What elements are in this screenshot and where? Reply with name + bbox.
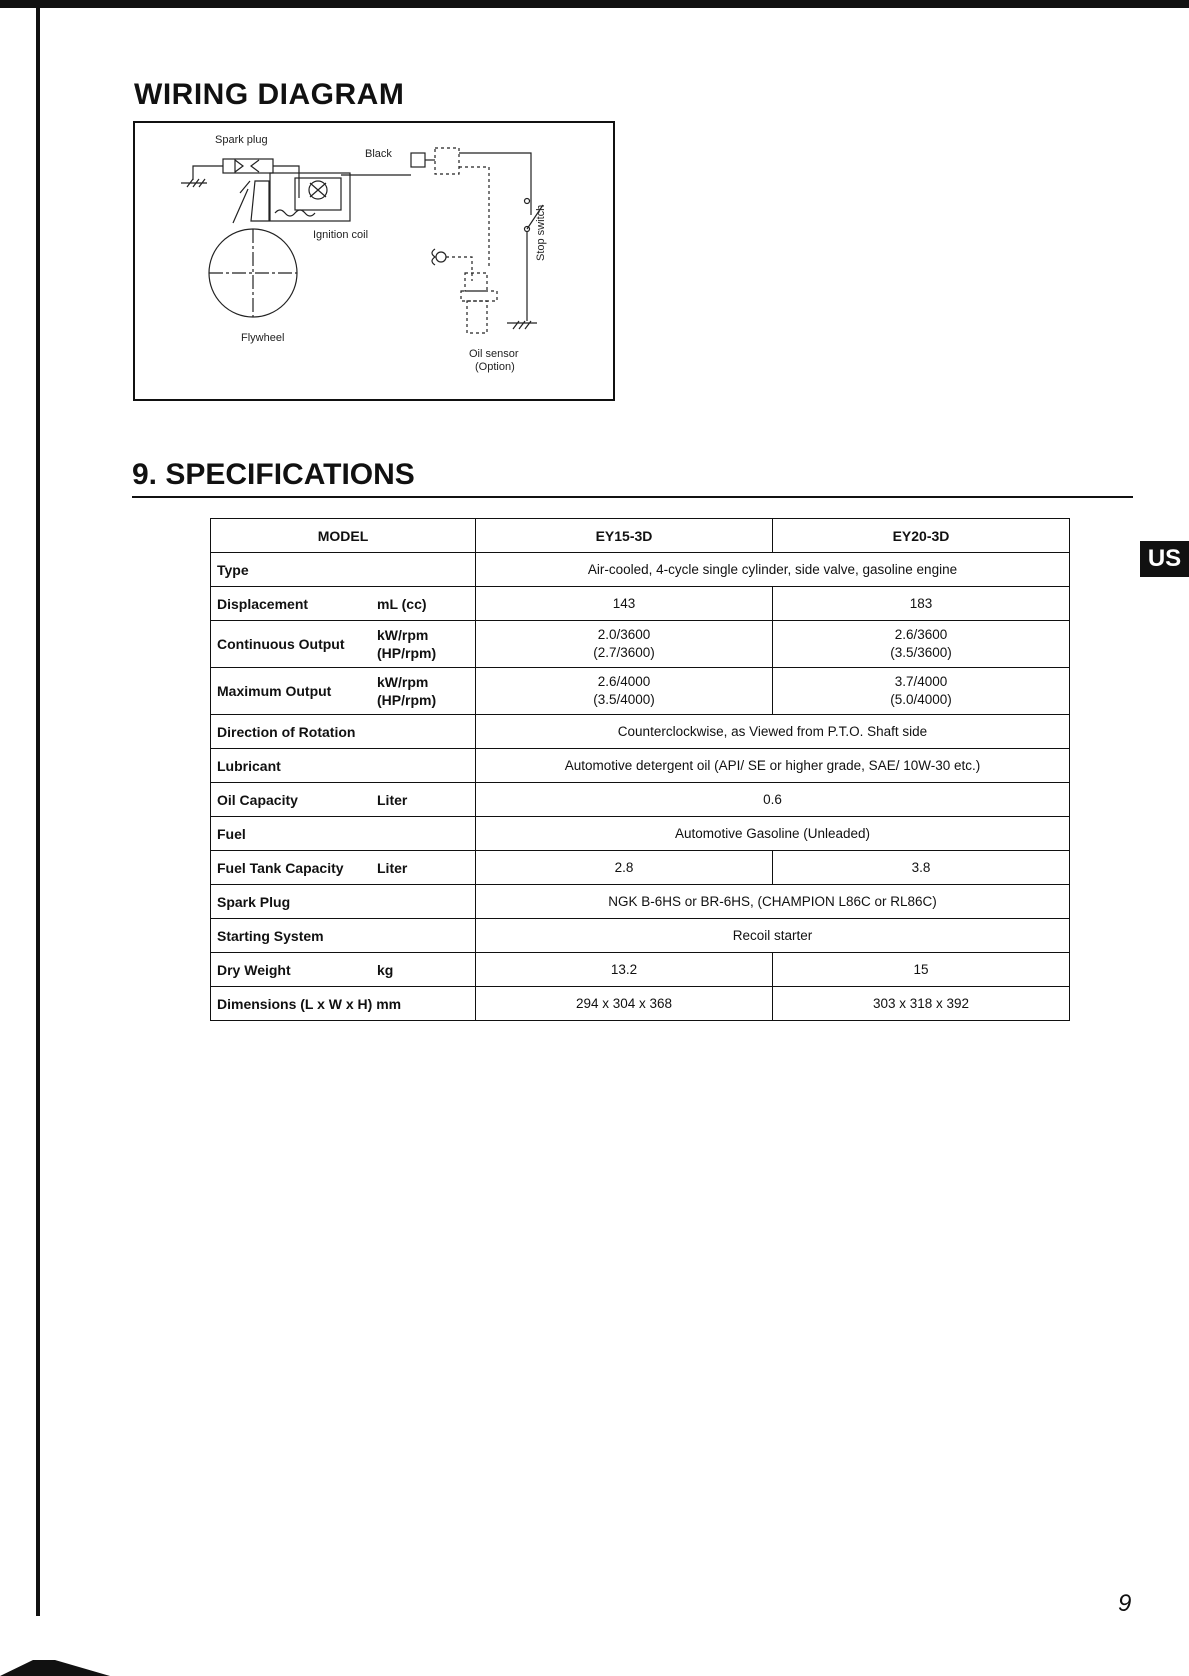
table-row	[211, 953, 1070, 987]
label-flywheel: Flywheel	[241, 332, 285, 344]
row-label: Oil Capacity	[217, 791, 298, 808]
row-unit: mL (cc)	[377, 595, 427, 612]
row-unit: kW/rpm	[377, 674, 429, 690]
row-value-ey15-alt: (2.7/3600)	[593, 645, 655, 660]
row-value: Recoil starter	[476, 919, 1070, 953]
top-border	[0, 0, 1189, 8]
header-model: MODEL	[211, 519, 476, 553]
row-value-ey15: 13.2	[476, 953, 773, 987]
row-value-ey20-alt: (5.0/4000)	[890, 692, 952, 707]
table-row	[211, 553, 1070, 587]
row-unit: Liter	[377, 791, 408, 808]
row-value-ey15-alt: (3.5/4000)	[593, 692, 655, 707]
row-label: Starting System	[217, 927, 324, 944]
row-value-ey20: 2.6/3600	[894, 627, 948, 642]
table-row	[211, 621, 1070, 668]
row-label: Direction of Rotation	[217, 723, 356, 740]
header-ey15: EY15-3D	[476, 519, 773, 553]
table-row	[211, 919, 1070, 953]
row-label: Dry Weight	[217, 961, 291, 978]
row-value: Counterclockwise, as Viewed from P.T.O. Shaft side	[476, 715, 1070, 749]
row-value-ey20-alt: (3.5/3600)	[890, 645, 952, 660]
region-badge: US	[1140, 541, 1189, 577]
header-ey20: EY20-3D	[773, 519, 1070, 553]
wiring-diagram-title: WIRING DIAGRAM	[134, 78, 405, 111]
row-value-ey15: 294 x 304 x 368	[476, 987, 773, 1021]
row-value-ey20: 3.8	[773, 851, 1070, 885]
row-label: Displacement	[217, 595, 309, 612]
table-row	[211, 851, 1070, 885]
table-row	[211, 817, 1070, 851]
specifications-table	[210, 518, 1070, 1021]
label-oil-sensor: Oil sensor	[469, 348, 519, 360]
table-header-row	[211, 519, 1070, 553]
label-black: Black	[365, 148, 392, 160]
label-ignition-coil: Ignition coil	[313, 229, 369, 241]
row-value-ey15: 2.6/4000	[597, 674, 651, 689]
row-label: Type	[217, 561, 249, 578]
table-row	[211, 668, 1070, 715]
stop-switch-icon	[525, 199, 530, 204]
wiring-diagram-svg	[135, 123, 613, 399]
row-value-ey15: 2.0/3600	[597, 627, 651, 642]
page-number: 9	[1118, 1590, 1132, 1617]
row-value-ey15: 143	[476, 587, 773, 621]
row-value-ey20: 183	[773, 587, 1070, 621]
label-stop-switch: Stop switch	[535, 204, 547, 261]
table-row	[211, 749, 1070, 783]
row-unit: kg	[377, 961, 394, 978]
row-label: Spark Plug	[217, 893, 291, 910]
row-value: Automotive Gasoline (Unleaded)	[476, 817, 1070, 851]
oil-sensor-icon	[436, 252, 446, 262]
row-value: Air-cooled, 4-cycle single cylinder, side valve, gasoline engine	[476, 553, 1070, 587]
specifications-rule	[132, 496, 1133, 498]
table-row	[211, 885, 1070, 919]
table-row	[211, 783, 1070, 817]
label-spark-plug: Spark plug	[215, 134, 268, 146]
row-value-ey20: 3.7/4000	[894, 674, 948, 689]
row-label: Lubricant	[217, 757, 281, 774]
row-unit: kW/rpm	[377, 627, 429, 643]
table-row	[211, 587, 1070, 621]
row-unit-alt: (HP/rpm)	[377, 692, 437, 708]
row-label: Maximum Output	[217, 683, 332, 699]
specifications-title: 9. SPECIFICATIONS	[132, 458, 415, 491]
row-value-ey15: 2.8	[476, 851, 773, 885]
label-option: (Option)	[475, 361, 515, 373]
binding-rule	[36, 6, 40, 1616]
row-value-ey20: 15	[773, 953, 1070, 987]
table-row	[211, 715, 1070, 749]
spark-plug-icon	[223, 159, 273, 173]
row-value: NGK B-6HS or BR-6HS, (CHAMPION L86C or RL86C)	[476, 885, 1070, 919]
row-value: Automotive detergent oil (API/ SE or higher grade, SAE/ 10W-30 etc.)	[476, 749, 1070, 783]
table-row	[211, 987, 1070, 1021]
row-unit-alt: (HP/rpm)	[377, 645, 437, 661]
row-value-ey20: 303 x 318 x 392	[773, 987, 1070, 1021]
row-label: Dimensions (L x W x H) mm	[217, 995, 402, 1012]
row-value: 0.6	[476, 783, 1070, 817]
row-label: Fuel Tank Capacity	[217, 859, 344, 876]
binding-rule-foot	[0, 1660, 110, 1676]
row-label: Continuous Output	[217, 636, 345, 652]
row-unit: Liter	[377, 859, 408, 876]
wiring-diagram	[133, 121, 615, 401]
row-label: Fuel	[217, 825, 246, 842]
